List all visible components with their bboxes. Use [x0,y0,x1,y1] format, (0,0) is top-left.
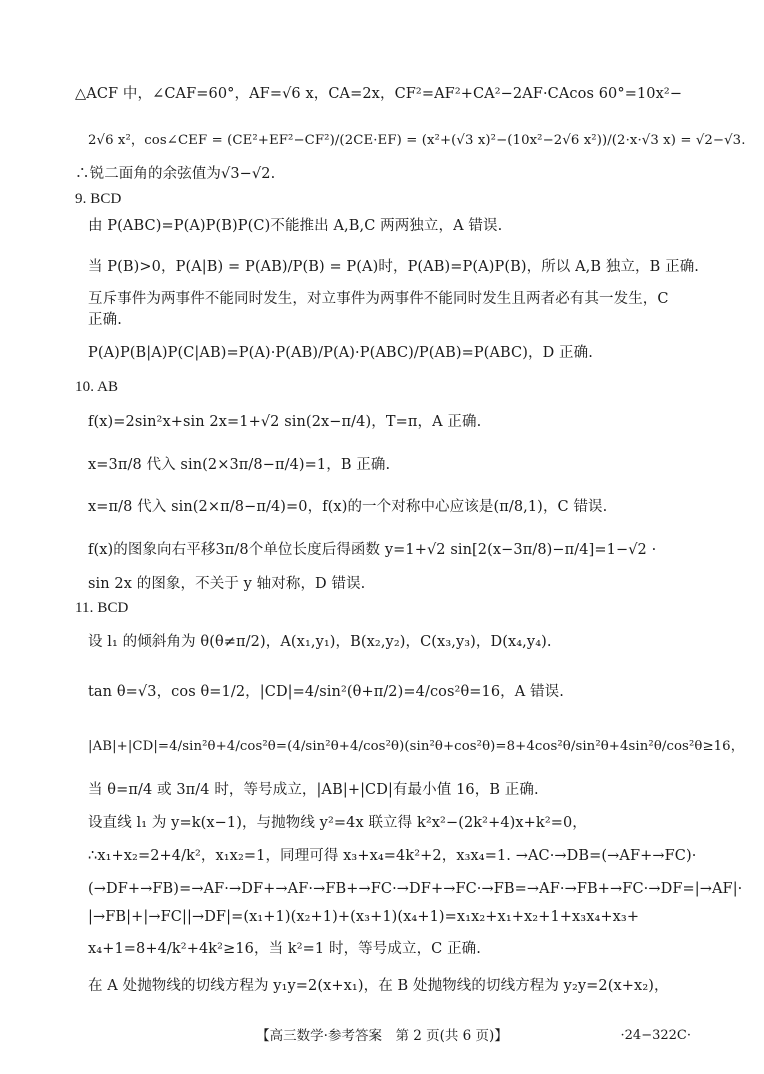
text-line: 2√6 x²，cos∠CEF = (CE²+EF²−CF²)/(2CE·EF) = (x²+(√3 x)²−(10x²−2√6 x²))/(2·x·√3 x) = √2−√3. [88,133,746,148]
text-line: |→FB|+|→FC||→DF|=(x₁+1)(x₂+1)+(x₃+1)(x₄+1)=x₁x₂+x₁+x₂+1+x₃x₄+x₃+ [88,909,640,925]
text-line: 互斥事件为两事件不能同时发生，对立事件为两事件不能同时发生且两者必有其一发生，C [88,291,669,307]
text-line: tan θ=√3，cos θ=1/2，|CD|=4/sin²(θ+π/2)=4/cos²θ=16，A 错误. [88,684,564,700]
page-footer: 【高三数学·参考答案 第 2 页(共 6 页)】 [256,1028,508,1044]
text-line: △ACF 中，∠CAF=60°，AF=√6 x，CA=2x，CF²=AF²+CA²−2AF·CAcos 60°=10x²− [75,86,683,102]
text-line: (→DF+→FB)=→AF·→DF+→AF·→FB+→FC·→DF+→FC·→FB=→AF·→FB+→FC·→DF=|→AF|· [88,881,743,897]
text-line: ∴锐二面角的余弦值为√3−√2. [75,166,276,182]
text-line: x=3π/8 代入 sin(2×3π/8−π/4)=1，B 正确. [88,457,391,473]
text-line: |AB|+|CD|=4/sin²θ+4/cos²θ=(4/sin²θ+4/cos²θ)(sin²θ+cos²θ)=8+4cos²θ/sin²θ+4sin²θ/cos²θ≥16， [88,739,745,754]
text-line: 在 A 处抛物线的切线方程为 y₁y=2(x+x₁)，在 B 处抛物线的切线方程为 y₂y=2(x+x₂)， [88,978,669,994]
text-line: ∴x₁+x₂=2+4/k²，x₁x₂=1，同理可得 x₃+x₄=4k²+2，x₃x₄=1. →AC·→DB=(→AF+→FC)· [88,848,697,864]
question-number: 9. BCD [75,191,122,207]
text-line: 当 θ=π/4 或 3π/4 时，等号成立，|AB|+|CD|有最小值 16，B 正确. [88,782,539,798]
text-line: f(x)=2sin²x+sin 2x=1+√2 sin(2x−π/4)，T=π，A 正确. [88,414,482,430]
text-line: P(A)P(B|A)P(C|AB)=P(A)·P(AB)/P(A)·P(ABC)/P(AB)=P(ABC)，D 正确. [88,345,593,361]
question-number: 11. BCD [75,600,129,616]
text-line: 由 P(ABC)=P(A)P(B)P(C)不能推出 A,B,C 两两独立，A 错误. [88,218,503,234]
text-line: x₄+1=8+4/k²+4k²≥16，当 k²=1 时，等号成立，C 正确. [88,941,481,957]
text-line: 当 P(B)>0，P(A|B) = P(AB)/P(B) = P(A)时，P(AB)=P(A)P(B)，所以 A,B 独立，B 正确. [88,259,700,275]
text-line: 正确. [88,312,122,328]
question-number: 10. AB [75,379,119,395]
document-code: ·24−322C· [620,1028,691,1043]
text-line: x=π/8 代入 sin(2×π/8−π/4)=0，f(x)的一个对称中心应该是(π/8,1)，C 错误. [88,499,608,515]
text-line: 设直线 l₁ 为 y=k(x−1)，与抛物线 y²=4x 联立得 k²x²−(2k²+4)x+k²=0， [88,815,587,831]
text-line: 设 l₁ 的倾斜角为 θ(θ≠π/2)，A(x₁,y₁)，B(x₂,y₂)，C(x₃,y₃)，D(x₄,y₄). [88,634,552,650]
text-line: f(x)的图象向右平移3π/8个单位长度后得函数 y=1+√2 sin[2(x−3π/8)−π/4]=1−√2 · [88,542,657,558]
text-line: sin 2x 的图象，不关于 y 轴对称，D 错误. [88,576,366,592]
